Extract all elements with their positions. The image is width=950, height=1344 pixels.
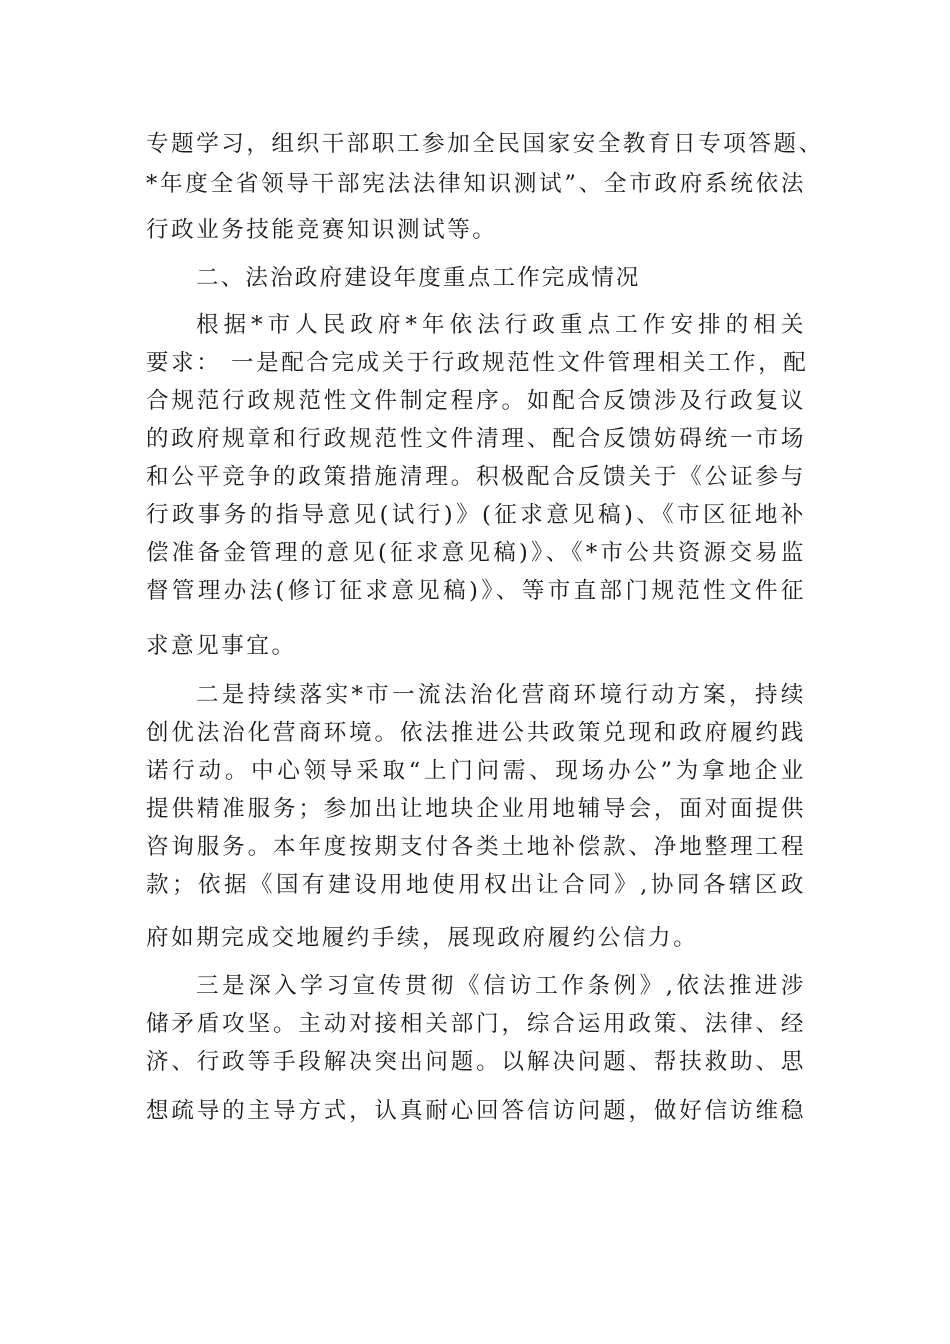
text-line: 和公平竞争的政策措施清理。积极配合反馈关于《公证参与 <box>146 464 806 490</box>
text-line: 款；依据《国有建设用地使用权出让合同》,协同各辖区政 <box>146 872 806 898</box>
text-line: 行政业务技能竞赛知识测试等。 <box>146 217 498 243</box>
text-line: 行政事务的指导意见(试行)》(征求意见稿)、《市区征地补 <box>146 502 806 528</box>
text-line: 创优法治化营商环境。依法推进公共政策兑现和政府履约践 <box>146 720 806 746</box>
text-line: 储矛盾攻坚。主动对接相关部门，综合运用政策、法律、经 <box>146 1011 806 1037</box>
text-line: 要求： 一是配合完成关于行政规范性文件管理相关工作，配 <box>146 350 809 376</box>
text-line: *年度全省领导干部宪法法律知识测试”、全市政府系统依法 <box>146 171 806 197</box>
text-line: 济、行政等手段解决突出问题。以解决问题、帮扶救助、思 <box>146 1049 806 1075</box>
text-line: 的政府规章和行政规范性文件清理、配合反馈妨碍统一市场 <box>146 426 806 452</box>
text-line: 想疏导的主导方式，认真耐心回答信访问题，做好信访维稳 <box>146 1098 806 1124</box>
text-line: 咨询服务。本年度按期支付各类土地补偿款、净地整理工程 <box>146 834 806 860</box>
text-line: 偿准备金管理的意见(征求意见稿)》、《*市公共资源交易监 <box>146 540 806 566</box>
paragraph-first-line: 根据*市人民政府*年依法行政重点工作安排的相关 <box>196 312 806 338</box>
text-line: 合规范行政规范性文件制定程序。如配合反馈涉及行政复议 <box>146 388 806 414</box>
text-line: 诺行动。中心领导采取“上门问需、现场办公”为拿地企业 <box>146 758 806 784</box>
text-line: 求意见事宜。 <box>146 633 297 659</box>
text-line: 督管理办法(修订征求意见稿)》、等市直部门规范性文件征 <box>146 578 806 604</box>
paragraph-first-line: 三是深入学习宣传贯彻《信访工作条例》,依法推进涉 <box>196 973 806 999</box>
text-line: 府如期完成交地履约手续，展现政府履约公信力。 <box>146 925 699 951</box>
text-line: 提供精准服务；参加出让地块企业用地辅导会，面对面提供 <box>146 796 806 822</box>
section-heading: 二、法治政府建设年度重点工作完成情况 <box>196 265 641 291</box>
text-line: 专题学习，组织干部职工参加全民国家安全教育日专项答题、 <box>146 131 824 157</box>
paragraph-first-line: 二是持续落实*市一流法治化营商环境行动方案，持续 <box>196 682 806 708</box>
